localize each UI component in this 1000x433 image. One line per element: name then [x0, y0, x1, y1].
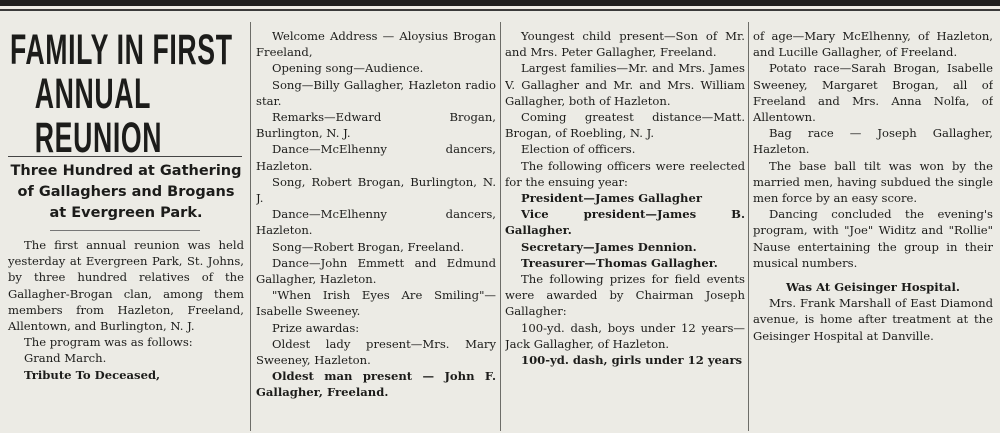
paragraph: Dance—John Emmett and Edmund Gallagher, Hazleton.: [256, 255, 496, 287]
paragraph: President—James Gallagher: [521, 191, 702, 206]
paragraph: 100-yd. dash, girls under 12 years: [521, 353, 743, 368]
paragraph: Remarks—Edward Brogan, Burlington, N. J.: [256, 110, 496, 141]
paragraph: "When Irish Eyes Are Smiling"—Isabelle Sweeney.: [256, 288, 496, 319]
paragraph: The first annual reunion was held yesterday at Evergreen Park, St. Johns, by three hundred relatives of the Gallagher-Brogan clan, among them members from Hazleton, Freeland, Allentown, and Burlington, N. J.: [8, 238, 244, 334]
paragraph: The program was as follows:: [24, 335, 193, 350]
deck-rule: [50, 230, 200, 231]
paragraph: Potato race—Sarah Brogan, Isabelle Sweeney, Margaret Brogan, all of Freeland and Mrs. Anna Nolfa, of Allentown.: [753, 61, 993, 125]
paragraph: Song, Robert Brogan, Burlington, N. J.: [256, 174, 496, 206]
paragraph: Dance—McElhenny dancers, Hazleton.: [256, 207, 496, 238]
column-1-body: [8, 237, 244, 383]
paragraph: Treasurer—Thomas Gallagher.: [521, 255, 718, 270]
paragraph: Prize awardas:: [272, 320, 360, 335]
paragraph: Election of officers.: [521, 142, 636, 157]
paragraph: Youngest child present—Son of Mr. and Mrs. Peter Gallagher, Freeland.: [505, 29, 745, 60]
paragraph: Dance—McElhenny dancers, Hazleton.: [256, 142, 496, 173]
column-1: [0, 18, 250, 433]
deck-subheadline: Three Hundred at Gathering of Gallaghers and Brogans at Evergreen Park.: [10, 163, 242, 221]
paragraph: Dancing concluded the evening's program, with "Joe" Widitz and "Rollie" Nause entertaining the group in their musical numbers.: [753, 207, 993, 270]
paragraph: The following prizes for field events were awarded by Chairman Joseph Gallagher:: [505, 272, 745, 319]
paragraph: Vice president—James B. Gallagher.: [505, 207, 745, 238]
paragraph: Tribute To Deceased,: [24, 367, 161, 382]
paragraph: Welcome Address — Aloysius Brogan Freeland,: [256, 29, 496, 60]
column-rule: [500, 22, 501, 431]
paragraph: Oldest man present — John F. Gallagher, Freeland.: [256, 369, 496, 400]
paragraph: Grand March.: [24, 351, 107, 366]
top-border: [0, 0, 1000, 6]
top-border-thin: [0, 9, 1000, 11]
paragraph: The base ball tilt was won by the married men, having subdued the single men force by an easy score.: [753, 158, 993, 206]
paragraph: of age—Mary McElhenny, of Hazleton, and Lucille Gallagher, of Freeland.: [753, 29, 993, 60]
paragraph: The following officers were reelected for the ensuing year:: [505, 158, 745, 189]
paragraph: Song—Robert Brogan, Freeland.: [272, 239, 464, 254]
column-rule: [250, 22, 251, 431]
paragraph: Largest families—Mr. and Mrs. James V. Gallagher and Mr. and Mrs. William Gallagher, both of Hazleton.: [505, 61, 745, 108]
column-4: [753, 28, 993, 433]
subheadline: Was At Geisinger Hospital.: [786, 280, 960, 295]
paragraph: 100-yd. dash, boys under 12 years—Jack Gallagher, of Hazleton.: [505, 320, 745, 351]
headline: [10, 28, 250, 160]
column-3: [505, 28, 745, 433]
column-rule: [748, 22, 749, 431]
paragraph: Mrs. Frank Marshall of East Diamond avenue, is home after treatment at the Geisinger Hospital at Danville.: [753, 296, 993, 343]
paragraph: Song—Billy Gallagher, Hazleton radio star.: [256, 77, 496, 108]
headline-line-1: FAMILY IN FIRST: [10, 26, 233, 74]
column-2: [256, 28, 496, 433]
paragraph: Oldest lady present—Mrs. Mary Sweeney, Hazleton.: [256, 336, 496, 368]
paragraph: Coming greatest distance—Matt. Brogan, of Roebling, N. J.: [505, 110, 745, 141]
paragraph: Secretary—James Dennion.: [521, 239, 697, 254]
headline-line-2: ANNUAL REUNION: [34, 70, 163, 162]
paragraph: Bag race — Joseph Gallagher, Hazleton.: [753, 126, 993, 157]
paragraph: Opening song—Audience.: [272, 61, 424, 76]
